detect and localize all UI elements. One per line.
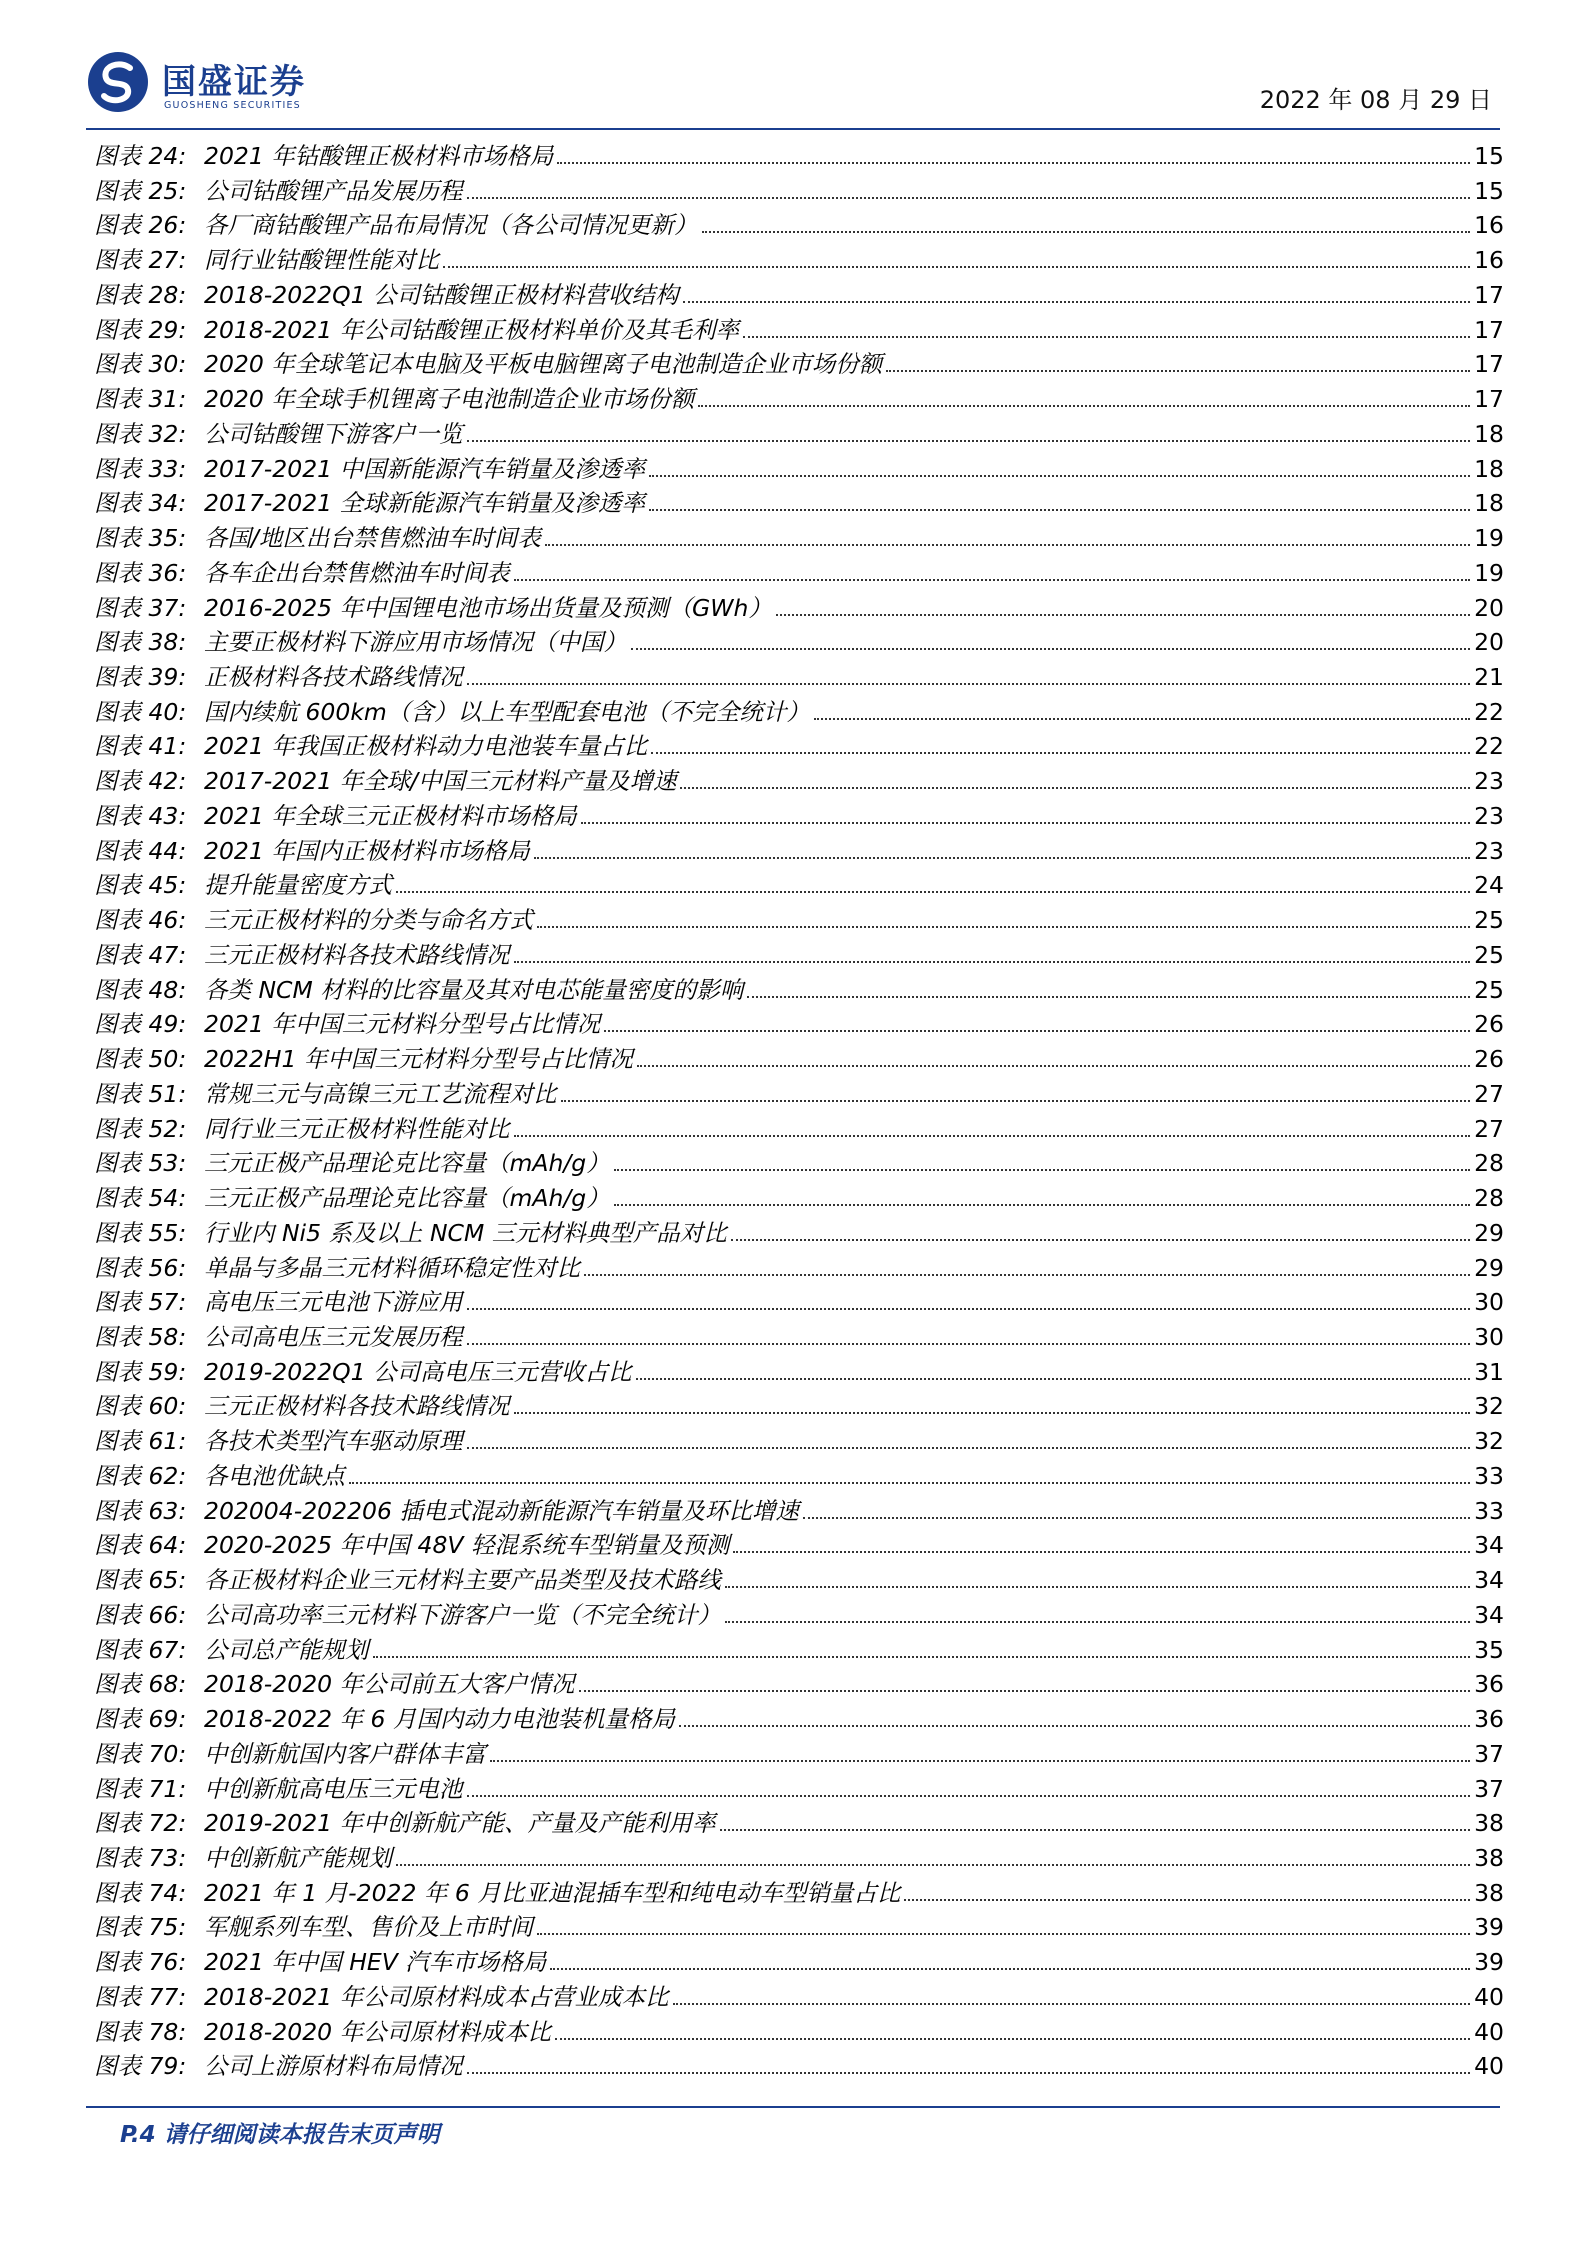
toc-entry-title: 同行业三元正极材料性能对比 xyxy=(204,1114,510,1143)
toc-entry-page: 24 xyxy=(1474,871,1504,900)
toc-entry-page: 21 xyxy=(1474,663,1504,692)
toc-entry-page: 16 xyxy=(1474,246,1504,275)
toc-entry-page: 22 xyxy=(1474,732,1504,761)
toc-entry-page: 34 xyxy=(1474,1600,1504,1629)
toc-entry-leader xyxy=(561,1100,1471,1102)
toc-entry-leader xyxy=(443,266,1470,268)
toc-entry[interactable] xyxy=(94,1596,1504,1631)
toc-entry-label: 图表 53: xyxy=(94,1149,187,1178)
toc-entry[interactable] xyxy=(94,589,1504,624)
toc-entry-leader xyxy=(720,1829,1471,1831)
toc-entry-page: 40 xyxy=(1474,2017,1504,2046)
toc-entry[interactable] xyxy=(94,1110,1504,1145)
toc-entry[interactable] xyxy=(94,1943,1504,1978)
toc-entry-leader xyxy=(743,336,1470,338)
toc-entry[interactable] xyxy=(94,1561,1504,1596)
toc-entry-leader xyxy=(776,614,1470,616)
toc-entry-page: 39 xyxy=(1474,1948,1504,1977)
toc-entry-label: 图表 67: xyxy=(94,1635,187,1664)
toc-entry-page: 31 xyxy=(1474,1357,1504,1386)
toc-entry[interactable] xyxy=(94,519,1504,554)
toc-entry-leader xyxy=(680,787,1470,789)
toc-entry-title: 三元正极产品理论克比容量（mAh/g） xyxy=(204,1149,610,1178)
toc-entry-page: 23 xyxy=(1474,767,1504,796)
toc-entry-leader xyxy=(731,1239,1470,1241)
toc-entry-label: 图表 59: xyxy=(94,1357,187,1386)
toc-entry-leader xyxy=(545,544,1470,546)
toc-entry-title: 三元正极材料的分类与命名方式 xyxy=(204,906,533,935)
toc-entry-leader xyxy=(649,475,1470,477)
toc-entry[interactable] xyxy=(94,311,1504,346)
toc-entry-title: 2018-2020 年公司原材料成本比 xyxy=(204,2017,552,2046)
toc-entry-title: 2021 年 1 月-2022 年 6 月比亚迪混插车型和纯电动车型销量占比 xyxy=(204,1878,901,1907)
toc-entry-page: 15 xyxy=(1474,142,1504,170)
toc-entry-leader xyxy=(555,2038,1470,2040)
toc-entry-title: 公司钴酸锂产品发展历程 xyxy=(204,176,463,205)
toc-entry-title: 2019-2022Q1 公司高电压三元营收占比 xyxy=(204,1357,632,1386)
toc-entry-title: 公司总产能规划 xyxy=(204,1635,369,1664)
toc-entry[interactable] xyxy=(94,206,1504,241)
toc-entry-title: 2021 年中国 HEV 汽车市场格局 xyxy=(204,1948,547,1977)
toc-entry-leader xyxy=(373,1656,1471,1658)
toc-entry-title: 2021 年我国正极材料动力电池装车量占比 xyxy=(204,732,648,761)
toc-entry[interactable] xyxy=(94,554,1504,589)
toc-entry-title: 2020 年全球笔记本电脑及平板电脑锂离子电池制造企业市场份额 xyxy=(204,350,883,379)
toc-entry-title: 常规三元与高镍三元工艺流程对比 xyxy=(204,1079,557,1108)
footer-divider xyxy=(86,2106,1500,2108)
toc-entry-label: 图表 69: xyxy=(94,1705,187,1734)
toc-entry-title: 各厂商钴酸锂产品布局情况（各公司情况更新） xyxy=(204,211,698,240)
toc-entry-label: 图表 25: xyxy=(94,176,187,205)
company-logo-icon xyxy=(86,50,150,114)
toc-entry-title: 2018-2021 年公司钴酸锂正极材料单价及其毛利率 xyxy=(204,315,740,344)
toc-entry-label: 图表 52: xyxy=(94,1114,187,1143)
toc-entry-title: 军舰系列车型、售价及上市时间 xyxy=(204,1913,533,1942)
toc-entry-leader xyxy=(651,752,1470,754)
toc-entry-leader xyxy=(534,857,1470,859)
toc-entry-title: 2020 年全球手机锂离子电池制造企业市场份额 xyxy=(204,385,695,414)
toc-entry-label: 图表 56: xyxy=(94,1253,187,1282)
toc-entry-label: 图表 70: xyxy=(94,1739,187,1768)
toc-entry-page: 38 xyxy=(1474,1843,1504,1872)
toc-entry-page: 34 xyxy=(1474,1531,1504,1560)
toc-entry-page: 37 xyxy=(1474,1739,1504,1768)
toc-entry-title: 三元正极材料各技术路线情况 xyxy=(204,1392,510,1421)
toc-entry-title: 2021 年全球三元正极材料市场格局 xyxy=(204,801,577,830)
toc-entry-label: 图表 57: xyxy=(94,1288,187,1317)
toc-entry-leader xyxy=(550,1968,1470,1970)
logo-text: 国盛证券 xyxy=(162,62,306,102)
toc-entry-page: 15 xyxy=(1474,176,1504,205)
toc-entry-leader xyxy=(467,1343,1471,1345)
toc-entry-leader xyxy=(467,197,1471,199)
toc-entry-leader xyxy=(514,579,1471,581)
toc-entry-title: 同行业钴酸锂性能对比 xyxy=(204,246,439,275)
toc-entry-label: 图表 55: xyxy=(94,1218,187,1247)
toc-entry-label: 图表 34: xyxy=(94,489,187,518)
toc-entry[interactable] xyxy=(94,693,1504,728)
toc-entry[interactable] xyxy=(94,1283,1504,1318)
toc-entry[interactable] xyxy=(94,1492,1504,1527)
header-divider xyxy=(86,128,1500,130)
toc-entry-label: 图表 78: xyxy=(94,2017,187,2046)
toc-entry-page: 19 xyxy=(1474,524,1504,553)
toc-entry[interactable] xyxy=(94,1005,1504,1040)
toc-entry-page: 18 xyxy=(1474,419,1504,448)
toc-entry-leader xyxy=(557,162,1470,164)
logo-subtext: GUOSHENG SECURITIES xyxy=(164,100,301,111)
toc-entry-title: 2017-2021 年全球/中国三元材料产量及增速 xyxy=(204,767,677,796)
toc-entry-page: 37 xyxy=(1474,1774,1504,1803)
toc-entry-page: 16 xyxy=(1474,211,1504,240)
toc-entry-page: 23 xyxy=(1474,801,1504,830)
toc-entry-page: 20 xyxy=(1474,593,1504,622)
toc-entry-page: 39 xyxy=(1474,1913,1504,1942)
toc-entry-leader xyxy=(886,370,1470,372)
toc-entry[interactable] xyxy=(94,762,1504,797)
toc-entry-leader xyxy=(396,1864,1470,1866)
toc-entry-title: 公司高电压三元发展历程 xyxy=(204,1322,463,1351)
toc-entry-leader xyxy=(579,1690,1471,1692)
toc-entry-label: 图表 75: xyxy=(94,1913,187,1942)
toc-entry-label: 图表 60: xyxy=(94,1392,187,1421)
toc-entry-title: 2021 年国内正极材料市场格局 xyxy=(204,836,530,865)
toc-entry-title: 主要正极材料下游应用市场情况（中国） xyxy=(204,628,627,657)
toc-entry-label: 图表 73: xyxy=(94,1843,187,1872)
toc-entry-page: 36 xyxy=(1474,1670,1504,1699)
toc-entry[interactable] xyxy=(94,1978,1504,2013)
toc-entry[interactable] xyxy=(94,2013,1504,2048)
toc-entry-page: 23 xyxy=(1474,836,1504,865)
toc-entry[interactable] xyxy=(94,1908,1504,1943)
toc-entry-leader xyxy=(537,926,1470,928)
toc-entry-leader xyxy=(637,1065,1470,1067)
toc-entry-page: 29 xyxy=(1474,1253,1504,1282)
toc-entry-page: 25 xyxy=(1474,940,1504,969)
toc-entry-leader xyxy=(467,1308,1471,1310)
toc-entry[interactable] xyxy=(94,1770,1504,1805)
report-date: 2022 年 08 月 29 日 xyxy=(1259,86,1492,114)
toc-entry-leader xyxy=(514,961,1471,963)
toc-entry-leader xyxy=(584,1274,1470,1276)
toc-entry-label: 图表 35: xyxy=(94,524,187,553)
toc-entry-title: 2019-2021 年中创新航产能、产量及产能利用率 xyxy=(204,1809,716,1838)
toc-entry-label: 图表 27: xyxy=(94,246,187,275)
toc-entry[interactable] xyxy=(94,1457,1504,1492)
toc-entry-label: 图表 43: xyxy=(94,801,187,830)
toc-entry-page: 27 xyxy=(1474,1079,1504,1108)
toc-entry[interactable] xyxy=(94,1735,1504,1770)
toc-entry[interactable] xyxy=(94,415,1504,450)
toc-entry-title: 中创新航国内客户群体丰富 xyxy=(204,1739,486,1768)
toc-entry-leader xyxy=(904,1899,1470,1901)
toc-entry-page: 38 xyxy=(1474,1878,1504,1907)
toc-entry-label: 图表 72: xyxy=(94,1809,187,1838)
toc-entry-title: 2018-2021 年公司原材料成本占营业成本比 xyxy=(204,1982,669,2011)
toc-entry-page: 32 xyxy=(1474,1392,1504,1421)
toc-entry-label: 图表 62: xyxy=(94,1461,187,1490)
toc-entry-label: 图表 48: xyxy=(94,975,187,1004)
toc-entry-leader xyxy=(581,822,1470,824)
toc-entry-title: 2022H1 年中国三元材料分型号占比情况 xyxy=(204,1045,633,1074)
toc-entry-page: 17 xyxy=(1474,280,1504,309)
toc-entry-page: 18 xyxy=(1474,454,1504,483)
toc-entry-page: 38 xyxy=(1474,1809,1504,1838)
toc-entry[interactable] xyxy=(94,1144,1504,1179)
toc-entry-label: 图表 44: xyxy=(94,836,187,865)
toc-entry-leader xyxy=(514,1412,1471,1414)
toc-entry-title: 三元正极材料各技术路线情况 xyxy=(204,940,510,969)
toc-entry[interactable] xyxy=(94,1700,1504,1735)
toc-entry[interactable] xyxy=(94,1839,1504,1874)
toc-entry-label: 图表 58: xyxy=(94,1322,187,1351)
toc-entry[interactable] xyxy=(94,2047,1504,2082)
toc-entry-label: 图表 74: xyxy=(94,1878,187,1907)
toc-entry-leader xyxy=(636,1378,1471,1380)
toc-entry-leader xyxy=(396,891,1470,893)
toc-entry-title: 各车企出台禁售燃油车时间表 xyxy=(204,558,510,587)
toc-entry-label: 图表 47: xyxy=(94,940,187,969)
toc-entry-page: 32 xyxy=(1474,1427,1504,1456)
toc-entry-title: 2018-2020 年公司前五大客户情况 xyxy=(204,1670,575,1699)
toc-entry-leader xyxy=(467,2072,1471,2074)
toc-entry-label: 图表 51: xyxy=(94,1079,187,1108)
toc-entry-title: 2016-2025 年中国锂电池市场出货量及预测（GWh） xyxy=(204,593,772,622)
toc-entry-title: 公司高功率三元材料下游客户一览（不完全统计） xyxy=(204,1600,721,1629)
toc-entry-page: 22 xyxy=(1474,697,1504,726)
toc-entry-leader xyxy=(702,231,1471,233)
toc-entry-title: 国内续航 600km（含）以上车型配套电池（不完全统计） xyxy=(204,697,810,726)
toc-entry-leader xyxy=(467,1795,1471,1797)
toc-entry-leader xyxy=(673,2003,1471,2005)
toc-entry-label: 图表 77: xyxy=(94,1982,187,2011)
toc-entry-label: 图表 26: xyxy=(94,211,187,240)
toc-entry-title: 单晶与多晶三元材料循环稳定性对比 xyxy=(204,1253,580,1282)
toc-entry-leader xyxy=(537,1933,1470,1935)
toc-entry-title: 行业内 Ni5 系及以上 NCM 三元材料典型产品对比 xyxy=(204,1218,727,1247)
toc-entry-label: 图表 39: xyxy=(94,663,187,692)
toc-entry-label: 图表 30: xyxy=(94,350,187,379)
toc-entry-label: 图表 42: xyxy=(94,767,187,796)
toc-entry-title: 三元正极产品理论克比容量（mAh/g） xyxy=(204,1184,610,1213)
toc-entry[interactable] xyxy=(94,1318,1504,1353)
toc-entry-title: 高电压三元电池下游应用 xyxy=(204,1288,463,1317)
toc-entry-label: 图表 76: xyxy=(94,1948,187,1977)
toc-entry[interactable] xyxy=(94,727,1504,762)
toc-entry-label: 图表 49: xyxy=(94,1010,187,1039)
toc-entry-page: 29 xyxy=(1474,1218,1504,1247)
toc-entry-label: 图表 36: xyxy=(94,558,187,587)
toc-entry[interactable] xyxy=(94,1353,1504,1388)
toc-entry-page: 25 xyxy=(1474,975,1504,1004)
toc-entry-page: 26 xyxy=(1474,1045,1504,1074)
toc-entry-title: 2020-2025 年中国 48V 轻混系统车型销量及预测 xyxy=(204,1531,730,1560)
toc-entry-page: 28 xyxy=(1474,1184,1504,1213)
toc-entry-page: 25 xyxy=(1474,906,1504,935)
toc-entry-label: 图表 32: xyxy=(94,419,187,448)
toc-entry-label: 图表 29: xyxy=(94,315,187,344)
toc-entry-label: 图表 71: xyxy=(94,1774,187,1803)
toc-entry-page: 17 xyxy=(1474,315,1504,344)
toc-entry[interactable] xyxy=(94,1179,1504,1214)
toc-entry-page: 34 xyxy=(1474,1566,1504,1595)
toc-entry-title: 提升能量密度方式 xyxy=(204,871,392,900)
toc-entry-page: 27 xyxy=(1474,1114,1504,1143)
toc-entry-leader xyxy=(467,1447,1471,1449)
toc-entry-leader xyxy=(725,1586,1470,1588)
toc-entry-label: 图表 68: xyxy=(94,1670,187,1699)
toc-entry-page: 28 xyxy=(1474,1149,1504,1178)
toc-entry-label: 图表 65: xyxy=(94,1566,187,1595)
toc-entry-title: 各正极材料企业三元材料主要产品类型及技术路线 xyxy=(204,1566,721,1595)
toc-entry[interactable] xyxy=(94,241,1504,276)
toc-entry-page: 33 xyxy=(1474,1496,1504,1525)
toc-entry-leader xyxy=(747,996,1470,998)
toc-entry[interactable] xyxy=(94,172,1504,207)
toc-entry[interactable] xyxy=(94,658,1504,693)
toc-entry-leader xyxy=(803,1517,1470,1519)
toc-entry-label: 图表 40: xyxy=(94,697,187,726)
toc-entry-label: 图表 37: xyxy=(94,593,187,622)
toc-entry-title: 各类 NCM 材料的比容量及其对电芯能量密度的影响 xyxy=(204,975,744,1004)
toc-entry-leader xyxy=(349,1482,1470,1484)
toc-entry-leader xyxy=(698,405,1470,407)
toc-entry-title: 中创新航高电压三元电池 xyxy=(204,1774,463,1803)
toc-entry-page: 40 xyxy=(1474,1982,1504,2011)
toc-entry[interactable] xyxy=(94,1631,1504,1666)
toc-entry[interactable] xyxy=(94,345,1504,380)
toc-entry-label: 图表 46: xyxy=(94,906,187,935)
toc-entry-title: 2021 年钴酸锂正极材料市场格局 xyxy=(204,142,554,170)
toc-entry[interactable] xyxy=(94,1874,1504,1909)
toc-entry-leader xyxy=(514,1135,1471,1137)
toc-entry[interactable] xyxy=(94,1387,1504,1422)
toc-entry[interactable] xyxy=(94,797,1504,832)
toc-entry[interactable] xyxy=(94,866,1504,901)
toc-entry-page: 40 xyxy=(1474,2052,1504,2081)
figure-index xyxy=(94,137,1504,2082)
toc-entry-page: 20 xyxy=(1474,628,1504,657)
toc-entry[interactable] xyxy=(94,832,1504,867)
toc-entry-page: 36 xyxy=(1474,1705,1504,1734)
toc-entry[interactable] xyxy=(94,1422,1504,1457)
toc-entry[interactable] xyxy=(94,623,1504,658)
page-footer: P.4 请仔细阅读本报告末页声明 xyxy=(120,2122,440,2148)
toc-entry-label: 图表 79: xyxy=(94,2052,187,2081)
toc-entry-page: 18 xyxy=(1474,489,1504,518)
toc-entry[interactable] xyxy=(94,1526,1504,1561)
toc-entry-leader xyxy=(490,1760,1470,1762)
toc-entry-leader xyxy=(814,718,1470,720)
toc-entry-title: 2017-2021 全球新能源汽车销量及渗透率 xyxy=(204,489,646,518)
toc-entry-label: 图表 31: xyxy=(94,385,187,414)
toc-entry-label: 图表 64: xyxy=(94,1531,187,1560)
toc-entry[interactable] xyxy=(94,380,1504,415)
toc-entry-leader xyxy=(604,1030,1470,1032)
toc-entry-page: 30 xyxy=(1474,1322,1504,1351)
toc-entry-title: 2018-2022 年 6 月国内动力电池装机量格局 xyxy=(204,1705,675,1734)
toc-entry-title: 各技术类型汽车驱动原理 xyxy=(204,1427,463,1456)
toc-entry-title: 中创新航产能规划 xyxy=(204,1843,392,1872)
toc-entry[interactable] xyxy=(94,137,1504,172)
toc-entry-leader xyxy=(631,648,1470,650)
toc-entry-title: 公司上游原材料布局情况 xyxy=(204,2052,463,2081)
toc-entry-page: 26 xyxy=(1474,1010,1504,1039)
toc-entry-label: 图表 50: xyxy=(94,1045,187,1074)
toc-entry-leader xyxy=(467,440,1471,442)
toc-entry-label: 图表 63: xyxy=(94,1496,187,1525)
toc-entry-leader xyxy=(467,683,1471,685)
toc-entry-title: 2017-2021 中国新能源汽车销量及渗透率 xyxy=(204,454,646,483)
toc-entry-title: 2018-2022Q1 公司钴酸锂正极材料营收结构 xyxy=(204,280,679,309)
toc-entry-title: 202004-202206 插电式混动新能源汽车销量及环比增速 xyxy=(204,1496,799,1525)
toc-entry-title: 2021 年中国三元材料分型号占比情况 xyxy=(204,1010,601,1039)
toc-entry[interactable] xyxy=(94,1040,1504,1075)
toc-entry[interactable] xyxy=(94,936,1504,971)
toc-entry-label: 图表 66: xyxy=(94,1600,187,1629)
toc-entry-label: 图表 61: xyxy=(94,1427,187,1456)
toc-entry-page: 33 xyxy=(1474,1461,1504,1490)
page-header xyxy=(86,44,1500,124)
toc-entry[interactable] xyxy=(94,1249,1504,1284)
toc-entry-leader xyxy=(649,509,1470,511)
toc-entry-label: 图表 24: xyxy=(94,142,187,170)
toc-entry-leader xyxy=(725,1621,1470,1623)
toc-entry-page: 35 xyxy=(1474,1635,1504,1664)
toc-entry-title: 各国/地区出台禁售燃油车时间表 xyxy=(204,524,541,553)
toc-entry[interactable] xyxy=(94,1665,1504,1700)
toc-entry-leader xyxy=(614,1169,1470,1171)
toc-entry-page: 17 xyxy=(1474,385,1504,414)
toc-entry-label: 图表 45: xyxy=(94,871,187,900)
toc-entry-leader xyxy=(679,1725,1470,1727)
toc-entry[interactable] xyxy=(94,276,1504,311)
toc-entry[interactable] xyxy=(94,1804,1504,1839)
toc-entry-title: 公司钴酸锂下游客户一览 xyxy=(204,419,463,448)
toc-entry-page: 19 xyxy=(1474,558,1504,587)
toc-entry-label: 图表 41: xyxy=(94,732,187,761)
toc-entry-label: 图表 54: xyxy=(94,1184,187,1213)
toc-entry[interactable] xyxy=(94,1075,1504,1110)
toc-entry[interactable] xyxy=(94,484,1504,519)
toc-entry[interactable] xyxy=(94,450,1504,485)
toc-entry[interactable] xyxy=(94,1214,1504,1249)
toc-entry-page: 30 xyxy=(1474,1288,1504,1317)
toc-entry-leader xyxy=(733,1551,1470,1553)
toc-entry-label: 图表 33: xyxy=(94,454,187,483)
toc-entry[interactable] xyxy=(94,901,1504,936)
toc-entry-title: 各电池优缺点 xyxy=(204,1461,345,1490)
toc-entry-page: 17 xyxy=(1474,350,1504,379)
toc-entry-label: 图表 38: xyxy=(94,628,187,657)
toc-entry[interactable] xyxy=(94,971,1504,1006)
toc-entry-label: 图表 28: xyxy=(94,280,187,309)
toc-entry-leader xyxy=(683,301,1471,303)
toc-entry-leader xyxy=(614,1204,1470,1206)
toc-entry-title: 正极材料各技术路线情况 xyxy=(204,663,463,692)
